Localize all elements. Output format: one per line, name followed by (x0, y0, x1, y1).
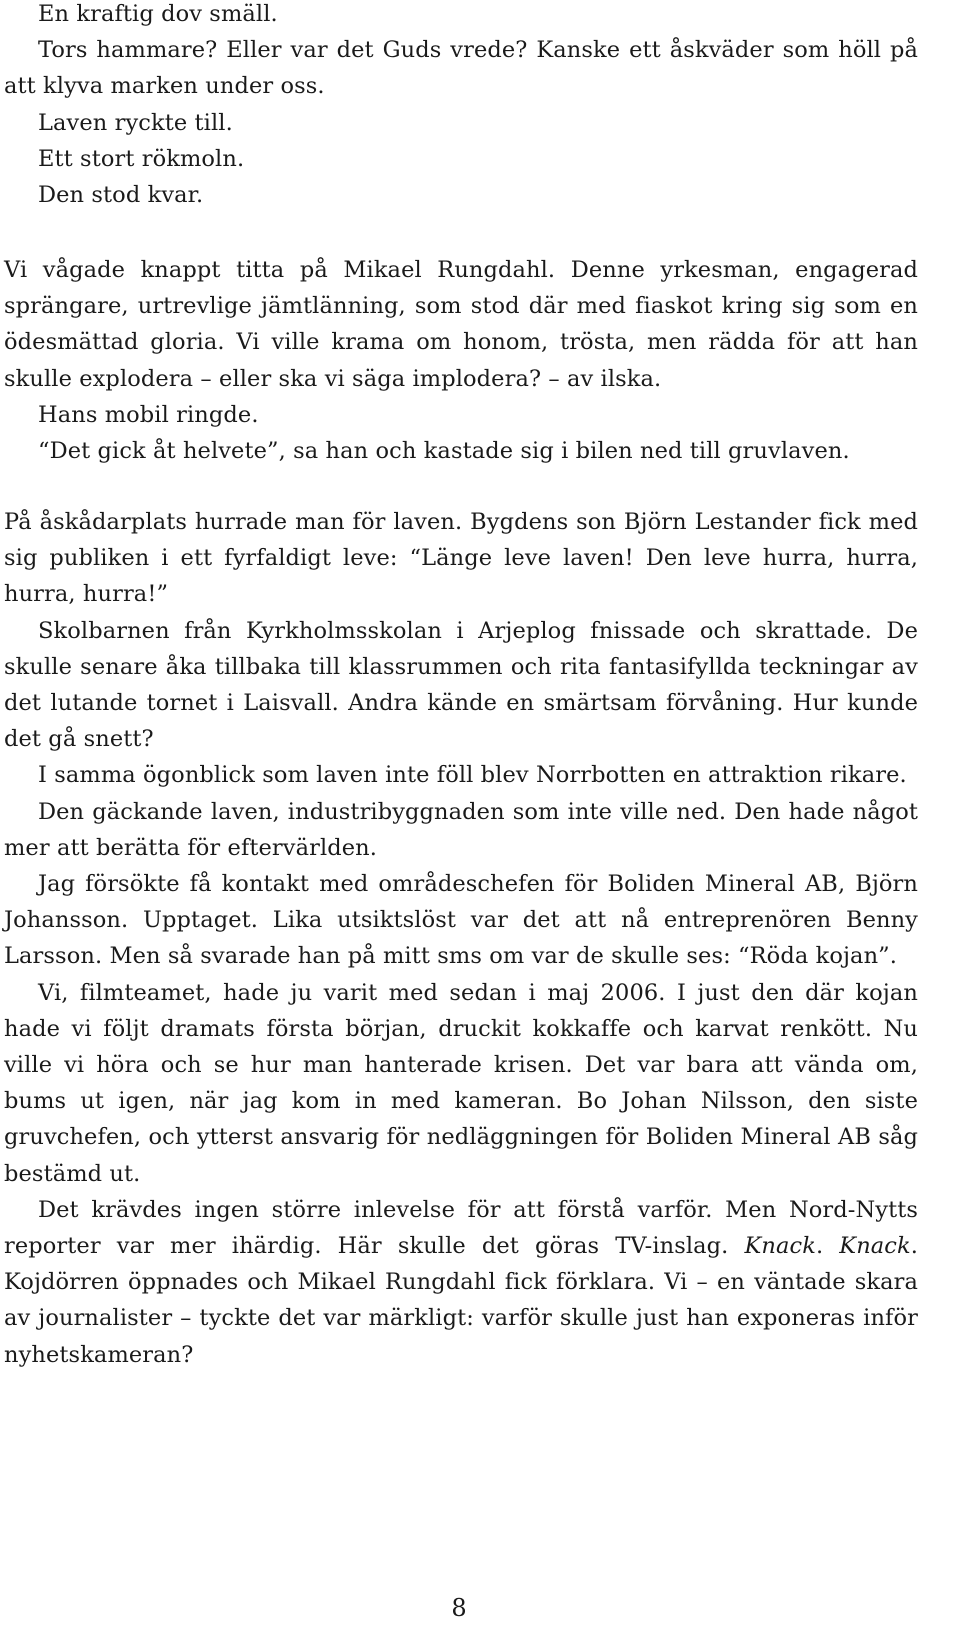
italic-text: Knack (839, 1233, 911, 1260)
paragraph: “Det gick åt helvete”, sa han och kastade sig i bilen ned till gruvlaven. (38, 438, 850, 465)
paragraph: På åskådarplats hurrade man för laven. Bygdens son Björn Lestander fick med sig publiken i ett fyrfaldigt leve: “Länge leve laven! Den leve hurra, hurra, hurra, hurra!” (4, 509, 918, 608)
rungdahl-passage (4, 252, 918, 469)
paragraph: Jag försökte få kontakt med områdeschefen för Boliden Mineral AB, Björn Johansson. Upptaget. Lika utsiktslöst var det att nå entreprenören Benny Larsson. Men så svarade han på mitt sms om var de skulle ses: “Röda kojan”. (4, 871, 918, 970)
text-run: . Kojdörren öppnades och Mikael Rungdahl fick förklara. Vi – en väntade skara av journalister – tyckte det var märkligt: varför skulle just han exponeras inför nyhetskameran? (4, 1233, 918, 1368)
paragraph: Laven ryckte till. (38, 109, 233, 136)
text-run: Det krävdes ingen större inlevelse för att förstå varför. Men Nord-Nytts reporter var mer ihärdig. Här skulle det göras TV-inslag. (4, 1196, 918, 1260)
paragraph: Hans mobil ringde. (38, 401, 259, 428)
spectators-passage (4, 504, 918, 1373)
paragraph (4, 1192, 918, 1373)
paragraph: Den gäckande laven, industribyggnaden som inte ville ned. Den hade något mer att berätta för eftervärlden. (4, 798, 918, 861)
opening-passage (4, 0, 918, 213)
italic-text: Knack (744, 1233, 816, 1260)
paragraph: Tors hammare? Eller var det Guds vrede? Kanske ett åskväder som höll på att klyva marken under oss. (4, 37, 918, 100)
text-run: . (815, 1233, 840, 1260)
paragraph: Vi, filmteamet, hade ju varit med sedan i maj 2006. I just den där kojan hade vi följt dramats första början, druckit kokkaffe och karvat renkött. Nu ville vi höra och se hur man hanterade krisen. Det var bara att vända om, bums ut igen, när jag kom in med kameran. Bo Johan Nilsson, den siste gruvchefen, och ytterst ansvarig för nedläggningen för Boliden Mineral AB såg bestämd ut. (4, 979, 918, 1187)
paragraph: I samma ögonblick som laven inte föll blev Norrbotten en attraktion rikare. (38, 762, 907, 789)
page-number: 8 (451, 1594, 467, 1622)
paragraph: Ett stort rökmoln. (38, 145, 245, 172)
paragraph: Den stod kvar. (38, 182, 204, 209)
paragraph: Vi vågade knappt titta på Mikael Rungdahl. Denne yrkesman, engagerad sprängare, urtrevlige jämtlänning, som stod där med fiaskot kring sig som en ödesmättad gloria. Vi ville krama om honom, trösta, men rädda för att han skulle explodera – eller ska vi säga implodera? – av ilska. (4, 257, 918, 392)
paragraph: En kraftig dov smäll. (38, 1, 278, 27)
paragraph: Skolbarnen från Kyrkholmsskolan i Arjeplog fnissade och skrattade. De skulle senare åka tillbaka till klassrummen och rita fantasifyllda teckningar av det lutande tornet i Laisvall. Andra kände en smärtsam förvåning. Hur kunde det gå snett? (4, 617, 918, 753)
